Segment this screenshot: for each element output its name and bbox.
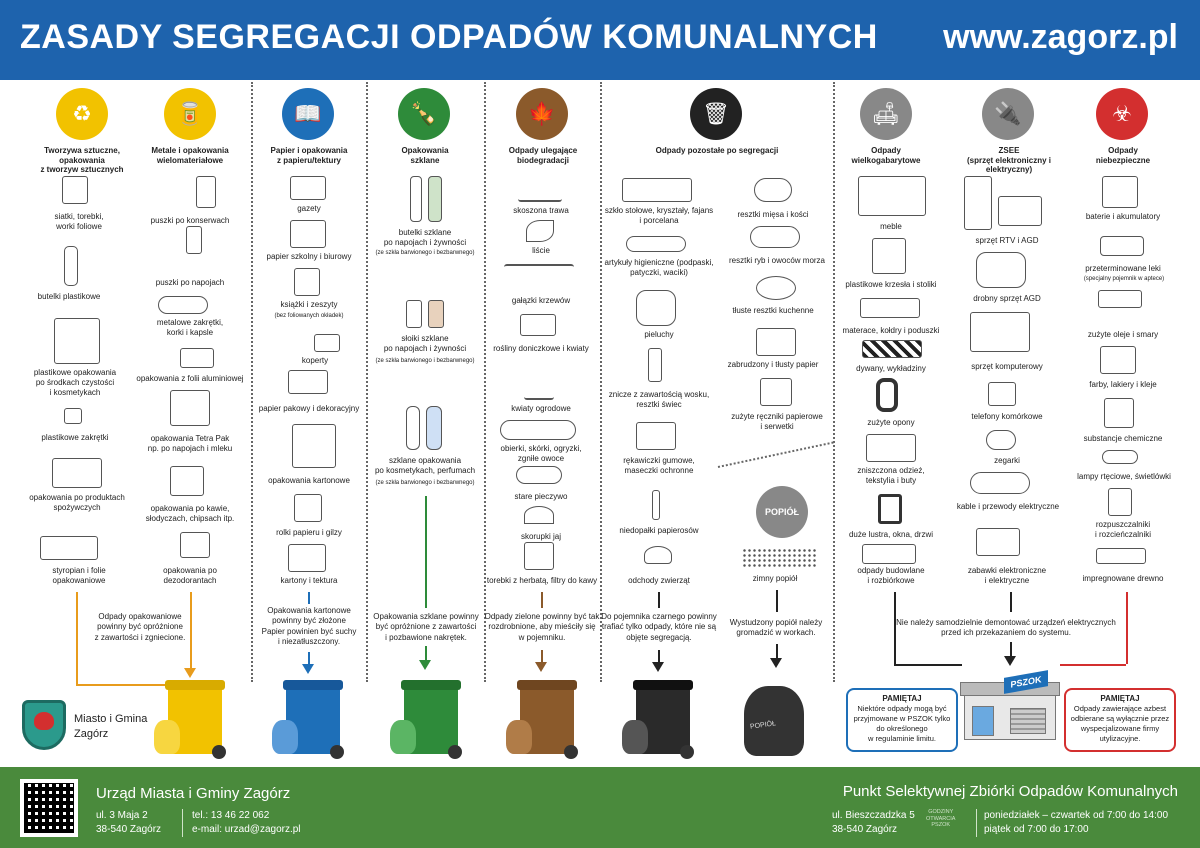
toy-car-icon — [976, 528, 1020, 556]
foil-icon — [180, 348, 214, 368]
address-block — [96, 809, 161, 836]
paper-towel-icon — [760, 378, 792, 406]
jar-icon — [428, 300, 444, 328]
item-note: (specjalny pojemnik w aptece) — [1083, 276, 1165, 282]
item-label: pieluchy — [644, 330, 674, 339]
website-link[interactable]: www.zagorz.pl — [943, 18, 1178, 56]
email[interactable]: e-mail: urzad@zagorz.pl — [192, 823, 301, 835]
tea-bag-icon — [524, 542, 554, 570]
fridge-icon — [964, 176, 992, 230]
arrow-green — [425, 496, 427, 608]
envelope-icon — [314, 334, 340, 352]
remember-right-text: Odpady zawierające azbest odbierane są wyłącznie przez wyspecjalizowane firmy utylizacyjne. — [1070, 704, 1170, 743]
item-label: zużyte ręczniki papierowe i serwetki — [731, 412, 823, 431]
bottle-icon — [410, 176, 422, 222]
black-bin — [636, 686, 690, 754]
chemical-icon — [1104, 398, 1134, 428]
item-label: puszki po konserwach — [150, 216, 230, 225]
item-label: siatki, torebki, worki foliowe — [54, 212, 104, 231]
item-label: zabrudzony i tłusty papier — [727, 360, 819, 369]
arrow-hazard-h — [1060, 664, 1126, 666]
item-label: telefony komórkowe — [971, 412, 1043, 421]
remember-left-text: Niektóre odpady mogą być przyjmowane w PSZOK tylko do określonego w regulaminie limitu. — [853, 704, 951, 743]
item-label: metalowe zakrętki, korki i kapsle — [156, 318, 224, 337]
heart-icon — [34, 712, 54, 730]
pszok-building — [960, 672, 1060, 742]
animal-waste-icon — [644, 546, 672, 564]
item-label: plastikowe zakrętki — [41, 433, 109, 442]
arrow-bulky — [894, 592, 896, 664]
hours-label: GODZINY OTWARCIA PSZOK — [926, 809, 956, 829]
item-label: materace, kołdry i poduszki — [842, 326, 940, 335]
item-label: drobny sprzęt AGD — [973, 294, 1041, 303]
arrowhead — [419, 660, 431, 670]
paper-roll-icon — [294, 494, 322, 522]
column-title-paper: Papier i opakowania z papieru/tektury — [270, 146, 348, 165]
cigarette-icon — [652, 490, 660, 520]
item-label: meble — [880, 222, 902, 231]
caps-icon — [158, 296, 208, 314]
remember-right-title: PAMIĘTAJ — [1100, 694, 1140, 703]
item-label: odpady budowlane i rozbiórkowe — [857, 566, 925, 585]
arrow-black — [658, 592, 660, 608]
item-label: plastikowe krzesła i stoliki — [845, 280, 937, 289]
column-title-plastic: Tworzywa sztuczne, opakowania z tworzyw sztucznych — [40, 146, 124, 175]
arrow-ash — [776, 590, 778, 612]
bottle-icon — [428, 176, 442, 222]
blue-bin — [286, 686, 340, 754]
flowers-icon — [524, 360, 554, 400]
brown-bin — [520, 686, 574, 754]
mattress-icon — [860, 298, 920, 318]
item-label: resztki mięsa i kości — [737, 210, 809, 219]
item-label: puszki po napojach — [155, 278, 225, 287]
ash-bag-label: POPIÓŁ — [749, 720, 777, 731]
box-icon — [288, 544, 326, 572]
arrowhead — [302, 664, 314, 674]
building-door — [972, 706, 994, 736]
dirty-paper-icon — [756, 328, 796, 356]
item-label: skorupki jaj — [520, 532, 561, 541]
jar-icon — [406, 300, 422, 328]
note-blue: Opakowania kartonowe powinny być złożone Papier powinien być suchy i niezatłuszczony. — [261, 606, 357, 647]
book-icon — [294, 268, 320, 296]
column-title-metal: Metale i opakowania wielomateriałowe — [151, 146, 229, 165]
candle-icon — [648, 348, 662, 382]
item-label: zniszczona odzież, tekstylia i buty — [857, 466, 925, 485]
arrow-electro — [1010, 592, 1012, 612]
grass-icon — [518, 178, 562, 202]
item-label: niedopałki papierosów — [619, 526, 699, 535]
mixed-icon: 🗑 — [690, 88, 742, 140]
arrow-yellow-h — [76, 684, 166, 686]
footer — [0, 767, 1200, 848]
cleaning-bottles-icon — [54, 318, 100, 364]
item-label: zużyte opony — [867, 418, 915, 427]
note-electro: Nie należy samodzielnie demontować urządzeń elektrycznych przed ich przekazaniem do systemu. — [896, 618, 1116, 638]
item-label: zabawki elektroniczne i elektryczne — [967, 566, 1047, 585]
item-label: substancje chemiczne — [1083, 434, 1163, 443]
item-label: koperty — [301, 356, 329, 365]
newspaper-icon — [290, 176, 326, 200]
food-packaging-icon — [52, 458, 102, 488]
metal-icon: 🥫 — [164, 88, 216, 140]
item-label: słoiki szklane po napojach i żywności — [383, 334, 467, 353]
hygiene-icon — [626, 236, 686, 252]
address-line: ul. Bieszczadzka 5 — [832, 810, 915, 821]
glass-icon: 🍾 — [398, 88, 450, 140]
qr-code[interactable] — [20, 779, 78, 837]
paper-sheets-icon — [290, 220, 326, 248]
item-label: papier pakowy i dekoracyjny — [258, 404, 360, 413]
bread-icon — [516, 466, 562, 484]
watch-icon — [986, 430, 1016, 450]
note-yellow: Odpady opakowaniowe powinny być opróżnione z zawartości i zgniecione. — [94, 612, 186, 642]
chips-bag-icon — [170, 466, 204, 496]
item-label: dywany, wykładziny — [856, 364, 926, 373]
yellow-bin — [168, 686, 222, 754]
arrowhead — [652, 662, 664, 672]
electronics-icon: 🔌 — [982, 88, 1034, 140]
cable-icon — [970, 472, 1030, 494]
lamp-icon — [1102, 450, 1138, 464]
item-label: rozpuszczalniki i rozcieńczalniki — [1094, 520, 1152, 539]
solvent-icon — [1108, 488, 1132, 516]
phone-icon — [988, 382, 1016, 406]
item-label: lampy rtęciowe, świetlówki — [1077, 472, 1171, 481]
item-label: artykuły higieniczne (podpaski, patyczki, waciki) — [604, 258, 714, 277]
column-title-mixed: Odpady pozostałe po segregacji — [655, 146, 779, 155]
footer-left-title: Urząd Miasta i Gminy Zagórz — [96, 785, 291, 802]
arrow-brown — [541, 592, 543, 608]
column-title-bulky: Odpady wielkogabarytowe — [851, 146, 921, 165]
item-label: baterie i akumulatory — [1085, 212, 1161, 221]
gloves-icon — [636, 422, 676, 450]
item-label: rękawiczki gumowe, maseczki ochronne — [623, 456, 695, 475]
item-label: zużyte oleje i smary — [1087, 330, 1159, 339]
green-bin — [404, 686, 458, 754]
column-divider — [600, 82, 602, 682]
column-title-glass: Opakowania szklane — [401, 146, 449, 165]
clothes-icon — [866, 434, 916, 462]
plastic-bag-icon — [62, 176, 88, 204]
wood-icon — [1096, 548, 1146, 564]
item-label: rośliny doniczkowe i kwiaty — [493, 344, 589, 353]
column-divider — [833, 82, 835, 682]
spray-can-icon — [180, 532, 210, 558]
address-line: 38-540 Zagórz — [96, 823, 162, 835]
plastic-bottle-icon — [64, 246, 78, 286]
ash-badge: POPIÓŁ — [756, 486, 808, 538]
styrofoam-icon — [40, 536, 98, 560]
item-label: sprzęt RTV i AGD — [975, 236, 1039, 245]
item-label: liście — [532, 246, 550, 255]
remember-left-box — [846, 688, 958, 752]
branches-icon — [504, 264, 574, 290]
address-line: 38-540 Zagórz — [832, 823, 898, 835]
perfume-bottle-icon — [426, 406, 442, 450]
item-label: zimny popiół — [752, 574, 798, 583]
item-label: torebki z herbatą, filtry do kawy — [486, 576, 598, 585]
item-label: resztki ryb i owoców morza — [728, 256, 826, 265]
oil-can-icon — [1098, 290, 1142, 308]
column-title-electronics: ZSEE (sprzęt elektroniczny i elektryczny) — [966, 146, 1052, 175]
column-title-hazard: Odpady niebezpieczne — [1095, 146, 1151, 165]
leaf-icon: 🍁 — [516, 88, 568, 140]
note-brown: Odpady zielone powinny być tak rozdrobnione, aby mieściły się w pojemniku. — [484, 612, 600, 642]
item-label: sprzęt komputerowy — [971, 362, 1043, 371]
ash-icon — [742, 548, 818, 568]
diaper-icon — [636, 290, 676, 326]
opening-hours — [984, 809, 1168, 836]
item-label: butelki szklane po napojach i żywności — [383, 228, 467, 247]
item-label: opakowania kartonowe — [268, 476, 350, 485]
contact-block — [192, 809, 301, 836]
column-divider — [251, 82, 253, 682]
peels-icon — [500, 420, 576, 440]
item-label: gazety — [297, 204, 321, 213]
item-note: (ze szkła barwionego i bezbarwnego) — [375, 250, 475, 256]
item-label: książki i zeszyty — [280, 300, 338, 309]
note-black: Do pojemnika czarnego powinny trafiać tylko odpady, które nie są objęte segregacją. — [601, 612, 717, 642]
arrow-yellow — [76, 592, 78, 684]
remember-left-title: PAMIĘTAJ — [882, 694, 922, 703]
rubble-icon — [862, 544, 916, 564]
item-label: plastikowe opakowania po środkach czystości i kosmetykach — [33, 368, 117, 397]
item-label: skoszona trawa — [513, 206, 569, 215]
footer-right-title: Punkt Selektywnej Zbiórki Odpadów Komunalnych — [842, 783, 1178, 800]
item-label: kable i przewody elektryczne — [956, 502, 1060, 511]
battery-icon — [1102, 176, 1138, 208]
arrowhead — [184, 668, 196, 678]
hours-line: piątek od 7:00 do 17:00 — [984, 823, 1089, 835]
tableware-icon — [622, 178, 692, 202]
plastic-icon: ♻ — [56, 88, 108, 140]
perfume-bottle-icon — [406, 406, 420, 450]
footer-divider — [976, 809, 977, 837]
logo-text: Miasto i Gmina Zagórz — [74, 713, 148, 740]
mirror-icon — [878, 494, 902, 524]
arrowhead — [1004, 656, 1016, 666]
paint-icon — [1100, 346, 1136, 374]
hours-line: poniedziałek – czwartek od 7:00 do 14:00 — [984, 810, 1169, 821]
cap-icon — [64, 408, 82, 424]
arrowhead — [535, 662, 547, 672]
column-divider — [484, 82, 486, 682]
carpet-icon — [862, 340, 922, 358]
can-icon — [196, 176, 216, 208]
pills-icon — [1100, 236, 1144, 256]
meat-icon — [754, 178, 792, 202]
laptop-icon — [970, 312, 1030, 352]
building-gate — [1010, 708, 1046, 734]
remember-right-box — [1064, 688, 1176, 752]
item-label: odchody zwierząt — [628, 576, 690, 585]
item-label: szkło stołowe, kryształy, fajans i porcelana — [604, 206, 714, 225]
footer-divider — [182, 809, 183, 837]
item-label: papier szkolny i biurowy — [266, 252, 352, 261]
item-label: kwiaty ogrodowe — [511, 404, 571, 413]
tetra-pak-icon — [170, 390, 210, 426]
item-label: szklane opakowania po kosmetykach, perfumach — [374, 456, 476, 475]
item-label: stare pieczywo — [514, 492, 568, 501]
item-label: zegarki — [994, 456, 1020, 465]
item-label: opakowania po produktach spożywczych — [29, 493, 125, 512]
eggshell-icon — [524, 506, 554, 524]
page-title: ZASADY SEGREGACJI ODPADÓW KOMUNALNYCH — [20, 18, 878, 56]
sofa-icon: 🛋 — [860, 88, 912, 140]
item-label: farby, lakiery i kleje — [1089, 380, 1157, 389]
tire-icon — [876, 378, 898, 412]
tv-icon — [998, 196, 1042, 226]
item-label: styropian i folie opakowaniowe — [52, 566, 106, 585]
item-note: (ze szkła barwionego i bezbarwnego) — [375, 480, 475, 486]
plant-icon — [520, 314, 556, 336]
item-label: opakowania po dezodorantach — [163, 566, 217, 585]
fish-icon — [750, 226, 800, 248]
gift-paper-icon — [288, 370, 328, 394]
item-label: opakowania Tetra Pak np. po napojach i mleku — [147, 434, 233, 453]
furniture-icon — [858, 176, 926, 216]
greasy-plate-icon — [756, 276, 796, 300]
item-label: przeterminowane leki — [1085, 264, 1161, 273]
item-label: gałązki krzewów — [511, 296, 571, 305]
ash-bag — [744, 686, 804, 756]
item-label: kartony i tektura — [280, 576, 338, 585]
note-ash: Wystudzony popiół należy gromadzić w workach. — [729, 618, 823, 638]
hairdryer-icon — [976, 252, 1026, 288]
arrow-yellow — [190, 592, 192, 672]
paper-icon: 📖 — [282, 88, 334, 140]
item-label: rolki papieru i gilzy — [276, 528, 342, 537]
item-label: znicze z zawartością wosku, resztki świec — [608, 390, 710, 409]
note-green: Opakowania szklane powinny być opróżnione z zawartości i pozbawione nakrętek. — [373, 612, 479, 642]
item-note: (bez foliowanych okładek) — [274, 313, 344, 319]
arrowhead — [770, 658, 782, 668]
drink-can-icon — [186, 226, 202, 254]
item-note: (ze szkła barwionego i bezbarwnego) — [375, 358, 475, 364]
item-label: tłuste resztki kuchenne — [732, 306, 814, 315]
plastic-chair-icon — [872, 238, 906, 274]
carton-icon — [292, 424, 336, 468]
arrow-hazard — [1126, 592, 1128, 664]
column-divider — [366, 82, 368, 682]
item-label: duże lustra, okna, drzwi — [848, 530, 934, 539]
pszok-address — [832, 809, 915, 836]
arrow-bulky-h — [894, 664, 962, 666]
item-label: impregnowane drewno — [1082, 574, 1164, 583]
ash-divider — [718, 441, 834, 467]
hazard-icon: ☣ — [1096, 88, 1148, 140]
pszok-sign: PSZOK — [1004, 670, 1048, 694]
arrow-blue — [308, 592, 310, 604]
leaves-icon — [526, 220, 554, 242]
item-label: butelki plastikowe — [37, 292, 101, 301]
header-banner — [0, 0, 1200, 80]
address-line: ul. 3 Maja 2 — [96, 810, 148, 821]
item-label: opakowania z folii aluminiowej — [136, 374, 244, 383]
item-label: obierki, skórki, ogryzki, zgniłe owoce — [500, 444, 582, 463]
phone[interactable]: tel.: 13 46 22 062 — [192, 810, 270, 821]
column-title-bio: Odpady ulegające biodegradacji — [508, 146, 578, 165]
item-label: opakowania po kawie, słodyczach, chipsach itp. — [145, 504, 235, 523]
